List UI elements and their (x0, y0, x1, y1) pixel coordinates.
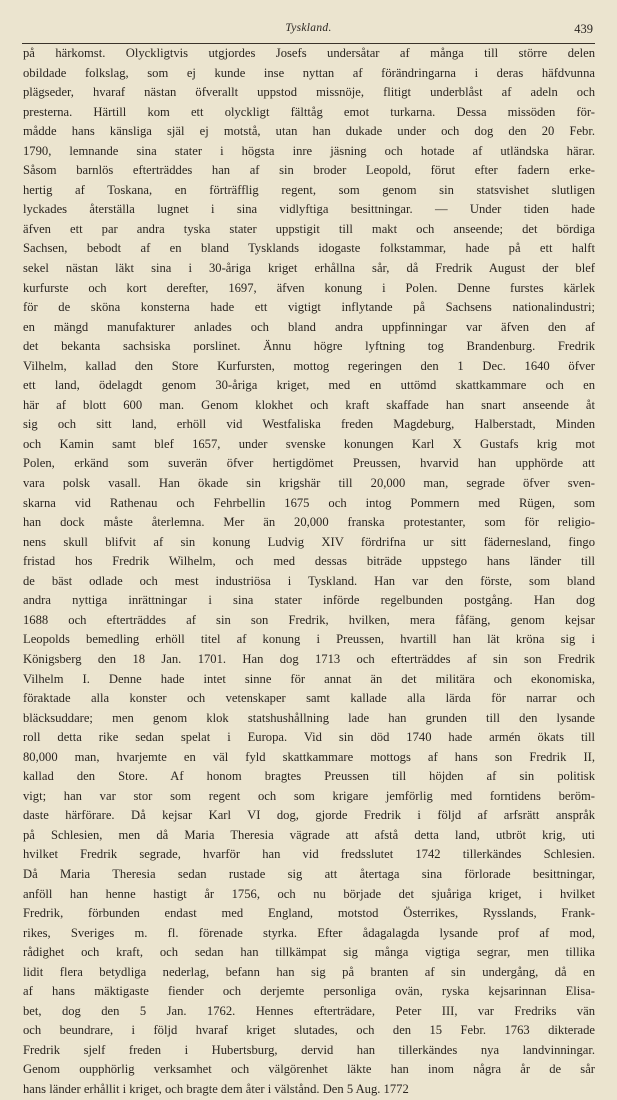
text-line: vigt; han var stor som regent och som krigare jemförlig med forntidens beröm- (23, 788, 595, 803)
text-line: Vilhelm I. Denne hade intet sinne för annat än det militära och ekonomiska, (23, 671, 595, 686)
text-line: 1688 och efterträddes af sin son Fredrik, hvilken, mera fåfäng, genom kejsar (23, 612, 595, 627)
text-line: plägseder, hvaraf nästan öfverallt uppstod missnöje, flitigt underblåst af adeln och (23, 85, 595, 100)
text-line: på härkomst. Olyckligtvis utgjordes Josefs undersåtar af många till större delen (23, 46, 595, 60)
text-line: Genom oupphörlig verksamhet och välgörenhet läkte han inom några år de sår (23, 1062, 595, 1077)
text-line: äfven ett par andra tyska stater uppstigit till makt och anseende; det bördiga (23, 221, 595, 236)
page-number: 439 (574, 22, 593, 36)
text-line: bet, dog den 5 Jan. 1762. Hennes efterträdare, Peter III, var Fredriks vän (23, 1003, 595, 1018)
text-line: sig och sitt land, erhöll vid Westfaliska freden Magdeburg, Halberstadt, Minden (23, 417, 595, 432)
text-line: bläcksuddare; men genom klok statshushållning lade han grunden till den lysande (23, 710, 595, 725)
text-line: rådighet och kraft, och sedan han tillkämpat sig många vigtiga segrar, men tillika (23, 945, 595, 960)
text-line: Königsberg den 18 Jan. 1701. Han dog 1713 och efterträddes af sin son Fredrik (23, 651, 595, 666)
text-line: Vilhelm, kallad den Store Kurfursten, mottog regeringen den 1 Dec. 1640 öfver (23, 358, 595, 373)
text-line: presterna. Härtill kom ett olyckligt fälttåg emot turkarna. Dessa missöden för- (23, 104, 595, 119)
text-line: Fredrik sjelf freden i Hubertsburg, dervid han tillerkändes nya landvinningar. (23, 1042, 595, 1057)
text-line: anföll han henne hastigt år 1756, och nu började det sjuåriga kriget, i hvilket (23, 886, 595, 901)
text-line: fristad hos Fredrik Wilhelm, och med dessas biträde uppstego hans länder till (23, 554, 595, 569)
text-line: Fredrik, förbunden endast med England, motstod Österrikes, Rysslands, Frank- (23, 906, 595, 921)
text-line: föraktade alla konster och vetenskaper samt kallade alla lärda för narrar och (23, 691, 595, 706)
text-line: kallad den Store. Af honom bragtes Preussen till höjden af sin politisk (23, 769, 595, 784)
text-line: lyckades återställa lugnet i sina vidlyftiga besittningar. — Under tiden hade (23, 202, 595, 217)
text-line: 1790, lemnande sina stater i högsta inre jäsning och hotade af utländska härar. (23, 143, 595, 158)
text-line: ett land, ödelagdt genom 30-åriga kriget, med en uttömd skattkammare och en (23, 378, 595, 393)
text-line: hvilket Fredrik segrade, hvarför han vid fredsslutet 1742 tillerkändes Schlesien. (23, 847, 595, 862)
text-line: här af blott 600 man. Genom klokhet och kraft skaffade han snart anseende åt (23, 397, 595, 412)
text-line: för de sköna konsterna hade ett vigtigt inflytande på Sachsens nationalindustri; (23, 300, 595, 315)
text-line: Då Maria Theresia sedan rustade sig att återtaga sina förlorade besittningar, (23, 866, 595, 881)
text-line: lidit flera betydliga nederlag, befann han sig på branten af sin undergång, då en (23, 964, 595, 979)
text-line: kurfurste och kort derefter, 1697, äfven konung i Polen. Denne furstes kärlek (23, 280, 595, 295)
text-line: Sachsen, bebodt af en bland Tysklands idogaste folkstammar, hade på ett halft (23, 241, 595, 256)
text-line: obildade folkslag, som ej kunde inse nyttan af förändringarna i deras häfdvunna (23, 65, 595, 80)
text-line: skarna vid Rathenau och Fehrbellin 1675 och intog Pommern med Rügen, som (23, 495, 595, 510)
text-line: på Schlesien, men då Maria Theresia vägrade att afstå detta land, utbröt krig, uti (23, 827, 595, 842)
text-line: och Kamin samt blef 1657, under svenske konungen Karl X Gustafs krig mot (23, 436, 595, 451)
text-line: mådde hans känsliga själ ej motstå, utan han dukade under och dog den 20 Febr. (23, 124, 595, 139)
text-line: andra nyttiga inrättningar i sina stater införde regelbunden postgång. Han dog (23, 593, 595, 608)
text-line: 80,000 man, hvarjemte en väl fyld skattkammare mottogs af hans son Fredrik II, (23, 749, 595, 764)
page-header (22, 22, 595, 42)
text-line: Polen, erkänd som suverän öfver hertigdömet Preussen, hvarvid han upphörde att (23, 456, 595, 471)
text-line: Leopolds bemedling erhöll titel af konung i Preussen, hvartill han lät kröna sig i (23, 632, 595, 647)
text-line: nens skull blifvit af sin konung Ludvig XIV fördrifna ur sitt fädernesland, fingo (23, 534, 595, 549)
text-line: af hans mäktigaste fiender och derjemte personliga ovän, ryska kejsarinnan Elisa- (23, 984, 595, 999)
text-line: de bäst odlade och mest industriösa i Tyskland. Han var den förste, som bland (23, 573, 595, 588)
text-line: hans länder erhållit i kriget, och bragte dem åter i välstånd. Den 5 Aug. 1772 (23, 1081, 409, 1096)
text-line: det bekanta sachsiska porslinet. Ännu högre lyftning tog Brandenburg. Fredrik (23, 339, 595, 354)
text-line: rikes, Sveriges m. fl. förenade styrka. Efter ådagalagda lysande prof af mod, (23, 925, 595, 940)
text-line: sekel nästan läkt sina i 30-åriga kriget erhållna sår, då Fredrik August der blef (23, 261, 595, 276)
text-line: och beundrare, i följd hvaraf kriget slutades, och den 15 Febr. 1763 dikterade (23, 1023, 595, 1038)
text-line: Såsom barnlös efterträddes han af sin broder Leopold, förut efter fadern erke- (23, 163, 595, 178)
text-line: vara polsk vasall. Han ökade sin krigshär till 20,000 man, segrade öfver sven- (23, 476, 595, 491)
text-line: hertig af Toskana, en förträfflig regent, som genom sin statsvishet slutligen (23, 182, 595, 197)
text-line: daste härförare. Då kejsar Karl VI dog, gjorde Fredrik i följd af arfsrätt anspråk (23, 808, 595, 823)
body-text (23, 44, 595, 1100)
text-line: roll detta rike sedan spelat i Europa. Vid sin död 1740 hade armén ökats till (23, 730, 595, 745)
text-line: han dock måste återlemna. Mer än 20,000 franska protestanter, som för religio- (23, 515, 595, 530)
text-line: en mängd manufakturer anlades och bland andra uppfinningar var äfven den af (23, 319, 595, 334)
running-title: Tyskland. (285, 22, 332, 34)
